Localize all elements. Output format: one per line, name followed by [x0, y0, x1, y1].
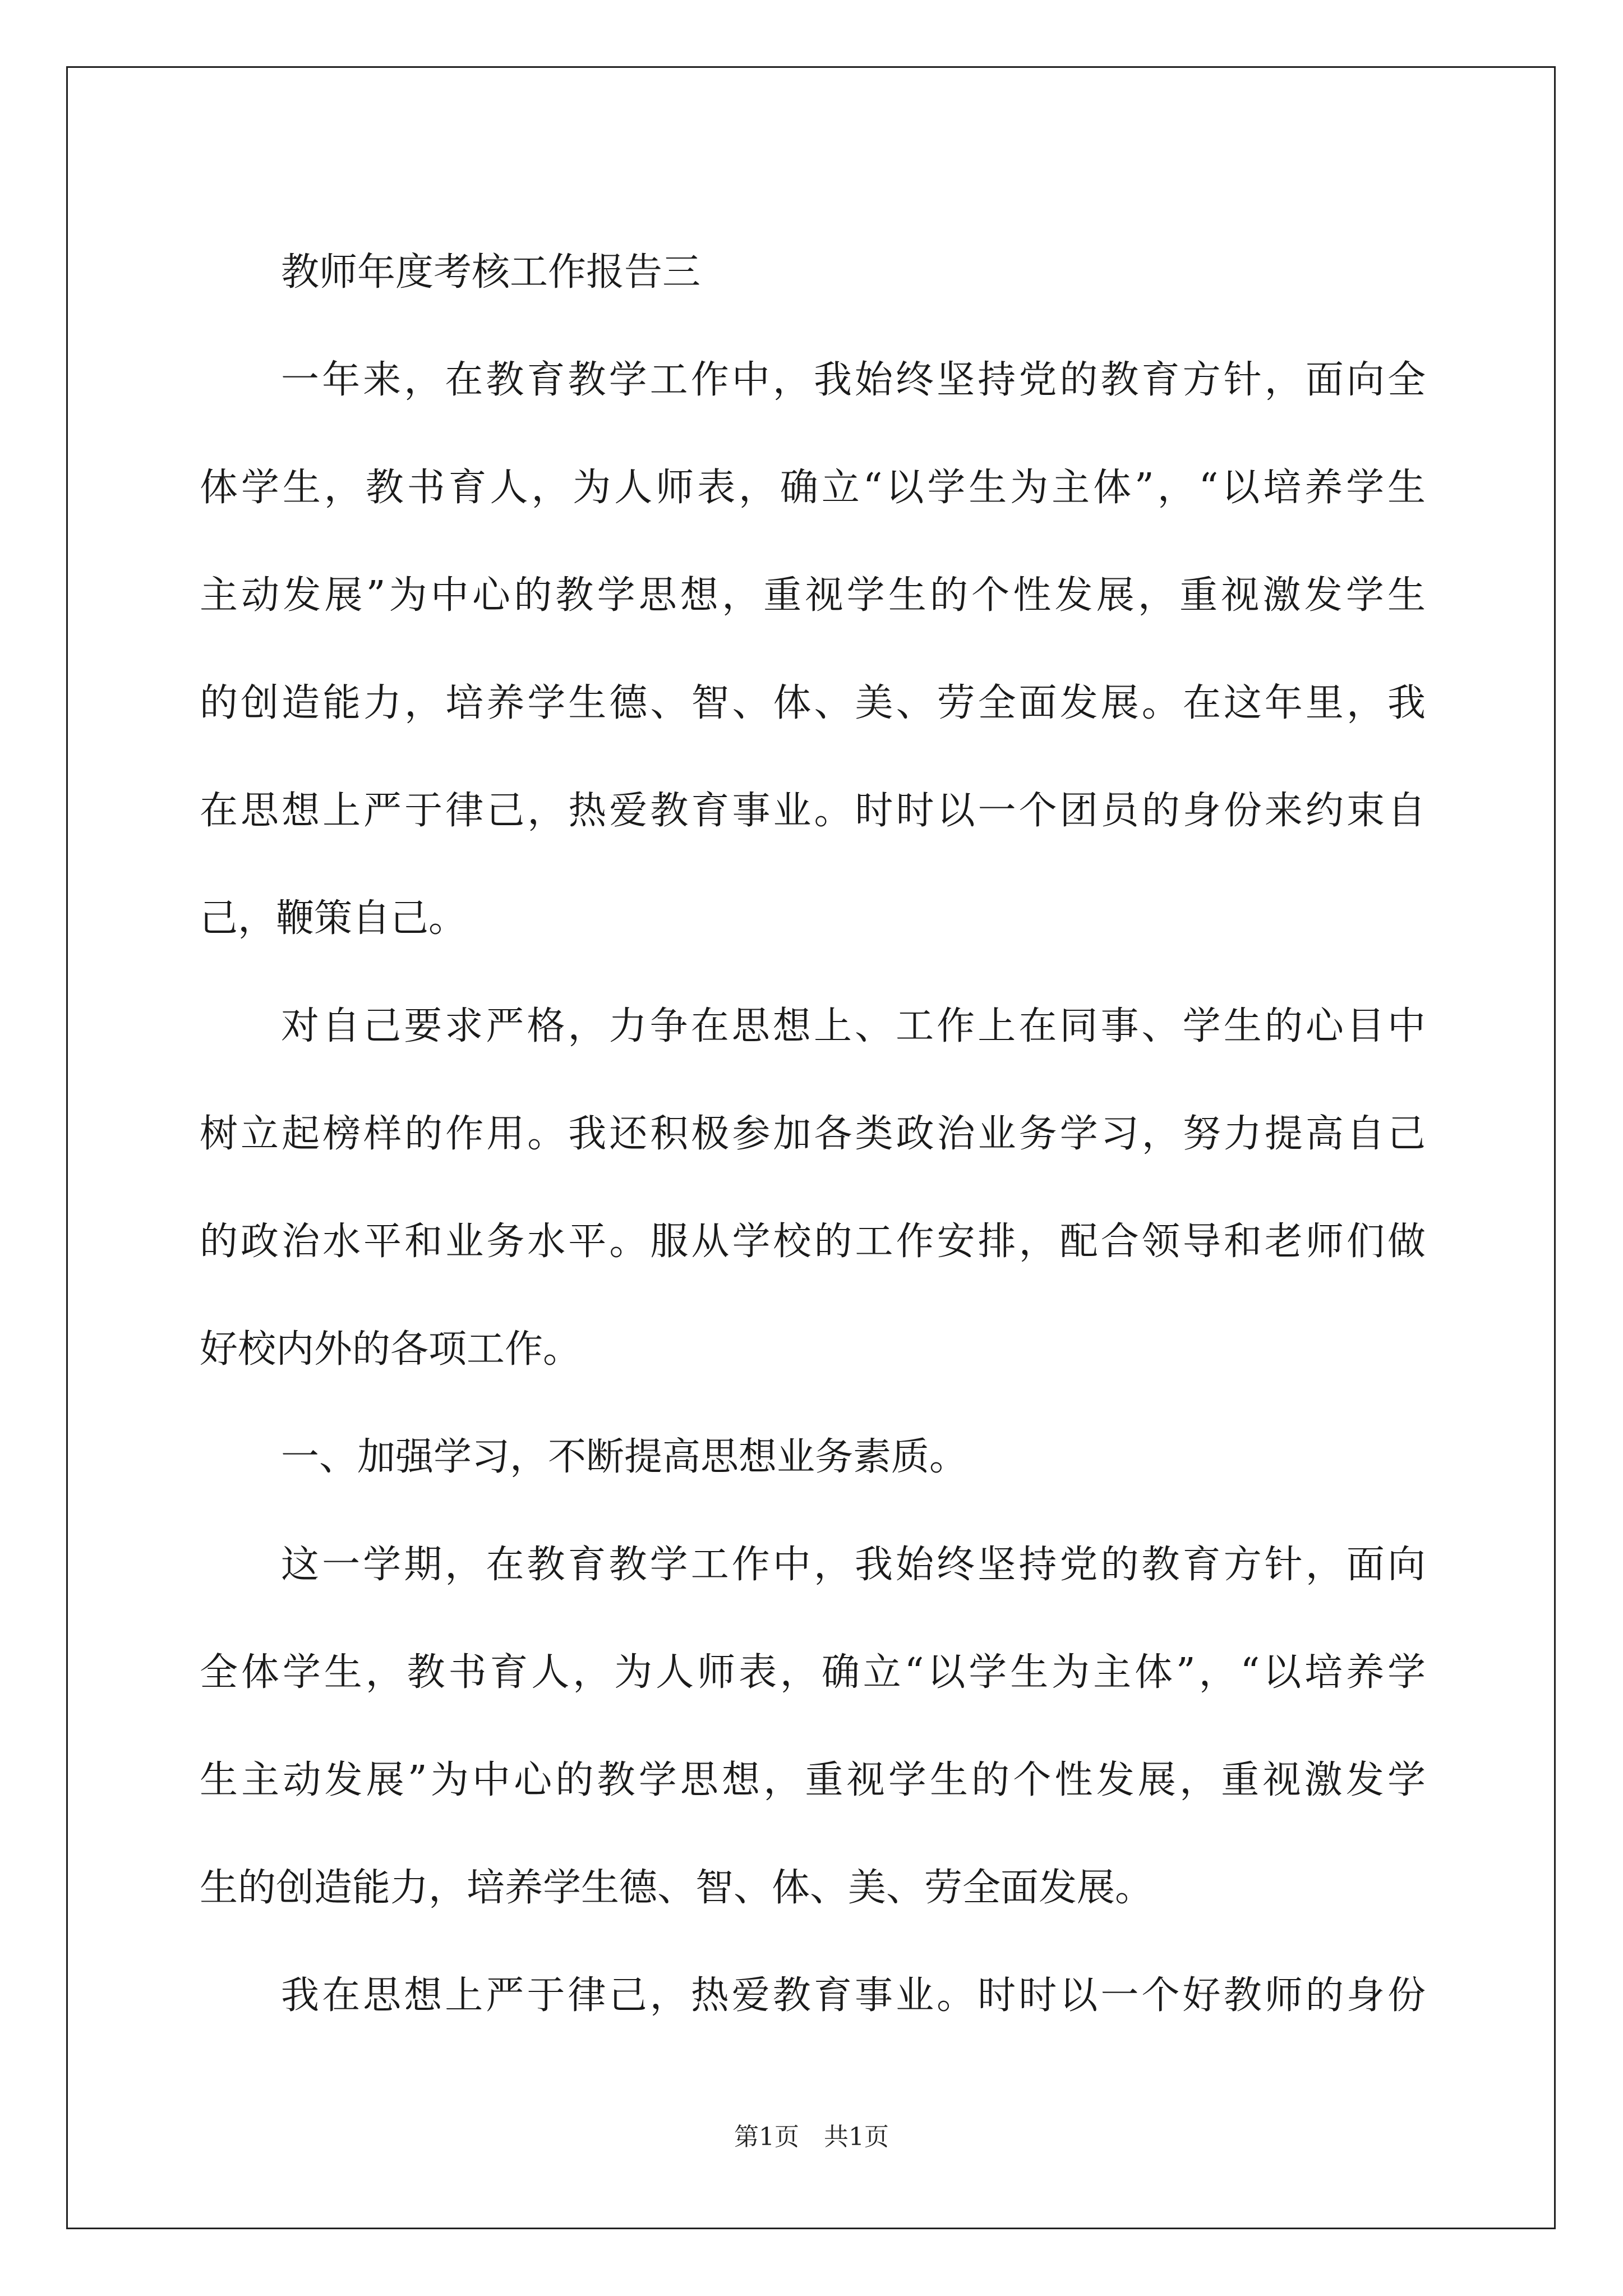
text-line: 生的创造能力，培养学生德、智、体、美、劳全面发展。 — [200, 1866, 1154, 1910]
text-line: 对自己要求严格，力争在思想上、工作上在同事、学生的心目中 — [281, 1004, 1426, 1048]
text-line: 己，鞭策自己。 — [200, 896, 467, 941]
text-line: 生主动发展”为中心的教学思想，重视学生的个性发展，重视激发学 — [200, 1758, 1426, 1802]
text-line: 在思想上严于律己，热爱教育事业。时时以一个团员的身份来约束自 — [200, 789, 1426, 833]
document-title: 教师年度考核工作报告三 — [281, 250, 701, 295]
text-line: 的创造能力，培养学生德、智、体、美、劳全面发展。在这年里，我 — [200, 681, 1426, 725]
text-line: 这一学期，在教育教学工作中，我始终坚持党的教育方针，面向 — [281, 1543, 1426, 1587]
text-line: 好校内外的各项工作。 — [200, 1327, 582, 1372]
page-number: 第1页 — [734, 2123, 799, 2151]
text-line: 主动发展”为中心的教学思想，重视学生的个性发展，重视激发学生 — [200, 573, 1426, 618]
text-line: 一年来，在教育教学工作中，我始终坚持党的教育方针，面向全 — [281, 358, 1426, 402]
page-footer — [0, 2120, 1623, 2154]
page-total: 共1页 — [824, 2123, 889, 2151]
text-line: 树立起榜样的作用。我还积极参加各类政治业务学习，努力提高自己 — [200, 1112, 1426, 1156]
text-line: 全体学生，教书育人，为人师表，确立“以学生为主体”，“以培养学 — [200, 1650, 1426, 1695]
text-line: 体学生，教书育人，为人师表，确立“以学生为主体”，“以培养学生 — [200, 466, 1426, 510]
text-line: 的政治水平和业务水平。服从学校的工作安排，配合领导和老师们做 — [200, 1220, 1426, 1264]
text-line: 一、加强学习，不断提高思想业务素质。 — [281, 1435, 968, 1479]
text-line: 我在思想上严于律己，热爱教育事业。时时以一个好教师的身份 — [281, 1973, 1426, 2018]
document-body — [200, 219, 1426, 2050]
